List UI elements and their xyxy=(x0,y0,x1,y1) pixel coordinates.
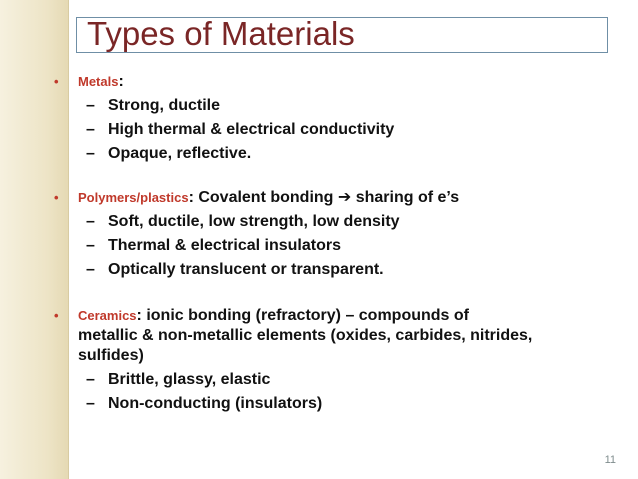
metals-item-2 xyxy=(86,120,394,140)
metals-item-3-text: Opaque, reflective. xyxy=(108,145,252,162)
metals-item-3 xyxy=(86,144,251,164)
polymers-item-1 xyxy=(86,212,400,232)
title-box xyxy=(76,17,608,53)
dash: – xyxy=(86,261,95,278)
ceramics-continuation-1: metallic & non-metallic elements (oxides, carbides, nitrides, xyxy=(78,327,533,344)
dash: – xyxy=(86,213,95,230)
bullet-metals-text xyxy=(78,72,124,92)
polymers-item-1-text: Soft, ductile, low strength, low density xyxy=(108,213,400,230)
polymers-label: Polymers/plastics xyxy=(78,190,189,205)
bullet-dot: • xyxy=(54,308,59,323)
dash: – xyxy=(86,121,95,138)
dash: – xyxy=(86,371,95,388)
polymers-description: Covalent bonding ➔ sharing of e’s xyxy=(193,189,460,206)
dash: – xyxy=(86,97,95,114)
ceramics-item-2-text: Non-conducting (insulators) xyxy=(108,395,323,412)
label-colon: : xyxy=(188,189,194,206)
page-number: 11 xyxy=(604,454,616,466)
polymers-item-3-text: Optically translucent or transparent. xyxy=(108,261,384,278)
label-colon: : xyxy=(118,73,124,90)
dash: – xyxy=(86,395,95,412)
metals-item-1 xyxy=(86,96,220,116)
bullet-ceramics-text xyxy=(78,306,469,326)
metals-item-1-text: Strong, ductile xyxy=(108,97,220,114)
ceramics-continuation-2: sulfides) xyxy=(78,347,144,364)
ceramics-label: Ceramics xyxy=(78,308,137,323)
bullet-polymers-text xyxy=(78,188,459,208)
label-colon: : xyxy=(136,307,142,324)
ceramics-item-2 xyxy=(86,394,322,414)
ceramics-description: ionic bonding (refractory) – compounds of xyxy=(141,307,469,324)
dash: – xyxy=(86,237,95,254)
polymers-item-2-text: Thermal & electrical insulators xyxy=(108,237,341,254)
bullet-dot: • xyxy=(54,74,59,89)
metals-item-2-text: High thermal & electrical conductivity xyxy=(108,121,395,138)
bullet-dot: • xyxy=(54,190,59,205)
polymers-item-3 xyxy=(86,260,384,280)
ceramics-item-1 xyxy=(86,370,270,390)
polymers-item-2 xyxy=(86,236,341,256)
ceramics-item-1-text: Brittle, glassy, elastic xyxy=(108,371,271,388)
dash: – xyxy=(86,145,95,162)
slide-title: Types of Materials xyxy=(87,15,355,52)
decorative-side-stripe xyxy=(0,0,69,479)
metals-label: Metals xyxy=(78,74,119,89)
